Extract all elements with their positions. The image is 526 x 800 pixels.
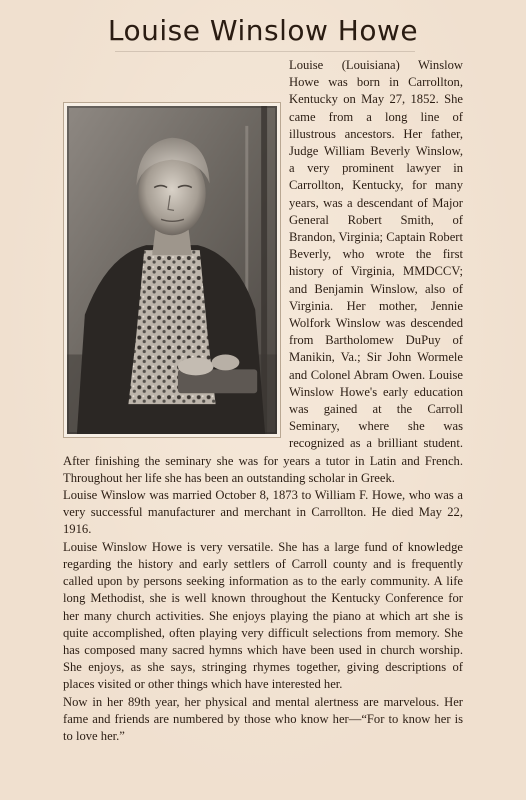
portrait-photo bbox=[67, 106, 277, 434]
paragraph-2: Louise Winslow was married October 8, 1873 to William F. Howe, who was a very successful manufacturer and merchant in Carrollton. He died May 22, 1916. bbox=[63, 488, 463, 537]
title-divider bbox=[115, 51, 415, 52]
paragraph-3: Louise Winslow Howe is very versatile. She has a large fund of knowledge regarding the history and early settlers of Carroll county and is frequently called upon by persons seeking information as to the early community. A life long Methodist, she is well known throughout the Kentucky Conference for her many church activities. She enjoys playing the piano at which art she is quite accomplished, often playing very difficult selections from memory. She has composed many sacred hymns which have been used in church worship. She enjoys, as she says, stringing rhymes together, giving descriptions of places visited or other things which have interested her. bbox=[63, 539, 463, 692]
portrait-frame bbox=[63, 102, 281, 438]
paragraph-4: Now in her 89th year, her physical and mental alertness are marvelous. Her fame and friends are numbered by those who know her—“For to know her is to love her.” bbox=[63, 694, 463, 743]
page-title: Louise Winslow Howe bbox=[107, 14, 419, 47]
portrait-illustration-icon bbox=[67, 106, 277, 434]
paragraph-1: Louise (Louisiana) Winslow Howe was born in Carrollton, Kentucky on May 27, 1852. She came from a long line of illustrous ancestors. Her father, Judge William Beverly Winslow, a very prominent lawyer in Carrollton, Kentucky, for many years, was a descendant of Major General Robert Smith, of Brandon, Virginia; Captain Robert Beverly, who wrote the first history of Virginia, MMDCCV; and Benjamin Winslow, also of Virginia. Her mother, Jennie Wolfork Winslow was descended from Bartholomew DuPuy of Manikin, Va.; Sir John Wormele and Colonel Abram Owen. Louise Winslow Howe's early education was gained at the Carroll Seminary, where she was recognized as a brilliant student. After finishing the seminary she was for years a tutor in Latin and French. Throughout her life she has been an outstanding scholar in Greek. bbox=[63, 58, 463, 485]
article-body bbox=[63, 57, 463, 745]
